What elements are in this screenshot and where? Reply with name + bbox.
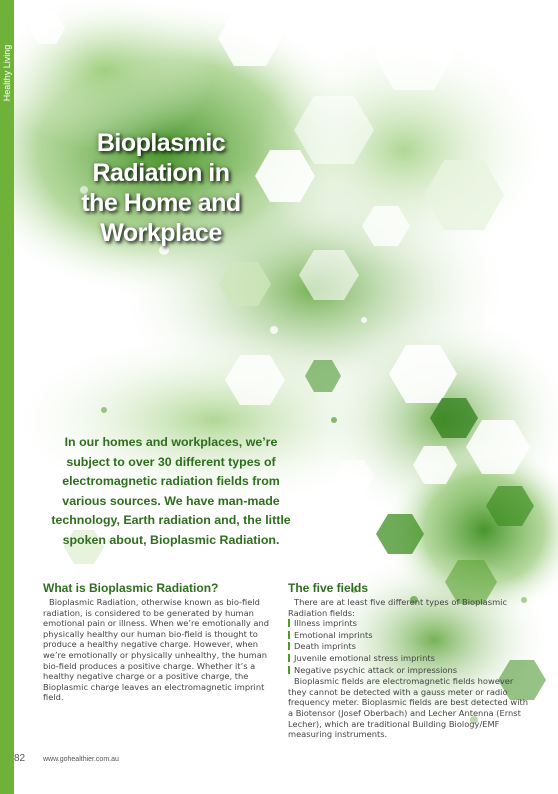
page-number: 82	[14, 753, 26, 764]
bullet-bar-icon	[288, 631, 290, 639]
footer-url[interactable]: www.gohealthier.com.au	[43, 756, 119, 763]
section-sidebar	[0, 0, 14, 794]
article-intro: In our homes and workplaces, we’re subject to over 30 different types of electromagnetic radiation fields from various sources. We have man-made technology, Earth radiation and, the little spoken about, Bioplasmic Radiation.	[51, 435, 291, 547]
list-item-label: Negative psychic attack or impressions	[294, 664, 458, 675]
section-heading: The five fields	[288, 581, 369, 595]
list-item	[288, 653, 528, 665]
left-column	[43, 581, 277, 703]
title-line: the Home and	[81, 189, 241, 217]
list-item	[288, 641, 528, 653]
body-paragraph: There are at least five different types of Bioplasmic Radiation fields:	[288, 597, 508, 618]
list-item-label: Illness imprints	[294, 618, 357, 629]
list-item-label: Emotional imprints	[294, 629, 373, 640]
list-item-label: Death imprints	[294, 641, 356, 652]
title-line: Workplace	[100, 219, 222, 247]
list-item	[288, 665, 528, 677]
bullet-bar-icon	[288, 642, 290, 650]
bullet-bar-icon	[288, 666, 290, 674]
body-paragraph: Bioplasmic Radiation, otherwise known as bio-field radiation, is considered to be generated by human emotional pain or illness. When we’re emotionally and physically healthy our human bio-field is thought to produce a healthy negative charge. However, when we’re emotionally or physically unhealthy, the human bio-field produces a positive charge. Whether it’s a healthy negative charge or a positive charge, the Bioplasmic charge leaves an electromagnetic imprint field.	[43, 597, 270, 703]
bullet-bar-icon	[288, 619, 290, 627]
bullet-bar-icon	[288, 654, 290, 662]
title-line: Radiation in	[92, 159, 230, 187]
field-types-list	[288, 618, 528, 676]
list-item	[288, 630, 528, 642]
section-heading: What is Bioplasmic Radiation?	[43, 581, 219, 595]
section-label: Healthy Living	[2, 44, 12, 102]
article-title	[56, 128, 266, 248]
list-item	[288, 618, 528, 630]
right-column	[288, 581, 528, 740]
body-paragraph: Bioplasmic fields are electromagnetic fields however they cannot be detected with a gauss meter or radio frequency meter. Bioplasmic fields are best detected with a Biotensor (Josef Oberbach) and Lecher Antenna (Ernst Lecher), which are traditional Building Biology/EMF measuring instruments.	[288, 676, 529, 740]
title-line: Bioplasmic	[96, 129, 226, 157]
list-item-label: Juvenile emotional stress imprints	[294, 652, 435, 663]
